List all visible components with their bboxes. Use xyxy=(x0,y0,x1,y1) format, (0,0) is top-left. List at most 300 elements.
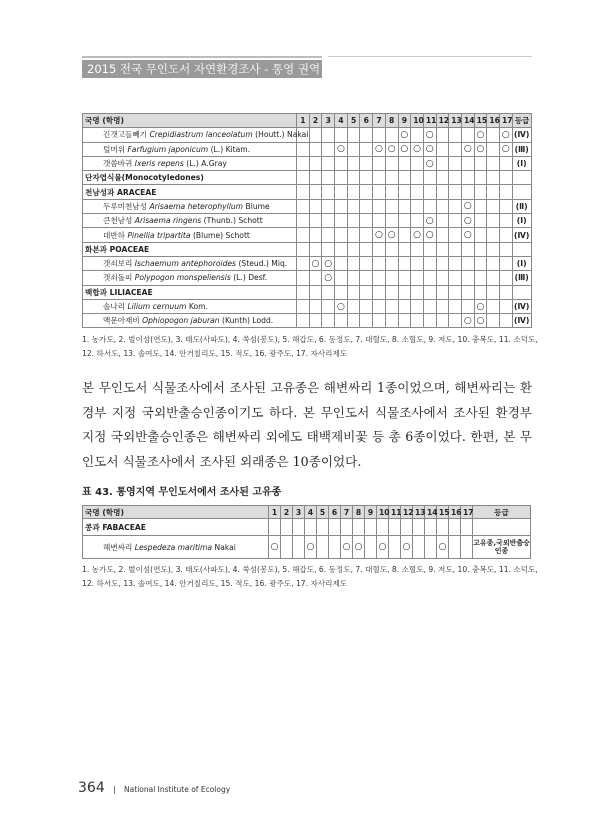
empty-cell xyxy=(500,256,513,270)
author: (Steud.) Miq. xyxy=(238,259,288,269)
empty-cell xyxy=(322,199,335,213)
empty-cell xyxy=(398,242,411,256)
empty-cell xyxy=(373,271,386,285)
empty-cell xyxy=(335,214,348,228)
presence-mark: ○ xyxy=(377,536,389,559)
author: Blume xyxy=(245,201,270,211)
empty-cell xyxy=(449,156,462,170)
empty-cell xyxy=(474,156,487,170)
presence-mark: ○ xyxy=(373,142,386,156)
empty-cell xyxy=(449,199,462,213)
empty-cell xyxy=(335,185,348,199)
empty-cell xyxy=(385,285,398,299)
empty-cell xyxy=(436,299,449,313)
column-header-site: 13 xyxy=(449,114,462,128)
empty-cell xyxy=(436,256,449,270)
empty-cell xyxy=(309,228,322,242)
empty-cell xyxy=(297,171,310,185)
empty-cell xyxy=(322,228,335,242)
empty-cell xyxy=(449,536,461,559)
empty-cell xyxy=(474,271,487,285)
empty-cell xyxy=(423,299,436,313)
empty-cell xyxy=(398,214,411,228)
column-header-site: 16 xyxy=(449,506,461,519)
empty-cell xyxy=(297,142,310,156)
scientific-name: Arisaema heterophyllum xyxy=(149,201,244,211)
scientific-name: Crepidiastrum lanceolatum xyxy=(149,130,253,140)
empty-cell xyxy=(297,314,310,328)
species-name xyxy=(83,142,297,156)
empty-cell xyxy=(373,156,386,170)
empty-cell xyxy=(449,171,462,185)
empty-cell xyxy=(461,299,474,313)
empty-cell xyxy=(423,314,436,328)
page-footer xyxy=(78,780,230,796)
empty-cell xyxy=(281,519,293,536)
empty-cell xyxy=(322,185,335,199)
column-header-site: 7 xyxy=(341,506,353,519)
empty-cell xyxy=(297,185,310,199)
empty-cell xyxy=(305,519,317,536)
empty-cell xyxy=(474,199,487,213)
column-header-grade: 등급 xyxy=(473,506,531,519)
grade-cell: (Ⅳ) xyxy=(512,299,531,313)
empty-cell xyxy=(360,271,373,285)
empty-cell xyxy=(500,271,513,285)
empty-cell xyxy=(500,199,513,213)
empty-cell xyxy=(347,214,360,228)
empty-cell xyxy=(360,228,373,242)
empty-cell xyxy=(461,171,474,185)
empty-cell xyxy=(411,314,424,328)
species-table-1 xyxy=(82,113,532,328)
grade-cell: (Ⅰ) xyxy=(512,214,531,228)
empty-cell xyxy=(322,242,335,256)
empty-cell xyxy=(309,314,322,328)
empty-cell xyxy=(309,242,322,256)
empty-cell xyxy=(461,128,474,142)
presence-mark: ○ xyxy=(474,142,487,156)
empty-cell xyxy=(436,185,449,199)
header-rule xyxy=(82,56,322,58)
presence-mark: ○ xyxy=(461,142,474,156)
empty-cell xyxy=(322,285,335,299)
scientific-name: Ischaemum antephoroides xyxy=(134,259,237,269)
empty-cell xyxy=(309,285,322,299)
species-name xyxy=(83,536,269,559)
empty-cell xyxy=(335,171,348,185)
empty-cell xyxy=(487,128,500,142)
column-header-site: 4 xyxy=(335,114,348,128)
empty-cell xyxy=(449,299,462,313)
korean-name: 큰천남성 xyxy=(103,216,133,226)
empty-cell xyxy=(487,142,500,156)
empty-cell xyxy=(309,199,322,213)
scientific-name: Ophiopogon jaburan xyxy=(142,316,220,326)
empty-cell xyxy=(347,299,360,313)
empty-cell xyxy=(373,128,386,142)
empty-cell xyxy=(474,285,487,299)
empty-cell xyxy=(487,228,500,242)
empty-cell xyxy=(360,185,373,199)
empty-cell xyxy=(425,536,437,559)
column-header-site: 13 xyxy=(413,506,425,519)
empty-cell xyxy=(373,185,386,199)
empty-cell xyxy=(449,256,462,270)
empty-cell xyxy=(461,242,474,256)
empty-cell xyxy=(487,256,500,270)
empty-cell xyxy=(401,519,413,536)
presence-mark: ○ xyxy=(309,256,322,270)
empty-cell xyxy=(487,314,500,328)
species-name xyxy=(83,271,297,285)
presence-mark: ○ xyxy=(461,228,474,242)
empty-cell xyxy=(297,228,310,242)
empty-cell xyxy=(411,242,424,256)
empty-cell xyxy=(411,285,424,299)
author: Nakai xyxy=(214,542,236,552)
presence-mark: ○ xyxy=(437,536,449,559)
empty-cell xyxy=(461,185,474,199)
empty-cell xyxy=(449,242,462,256)
empty-cell xyxy=(474,185,487,199)
empty-cell xyxy=(436,171,449,185)
empty-cell xyxy=(322,299,335,313)
empty-cell xyxy=(474,171,487,185)
presence-mark: ○ xyxy=(474,128,487,142)
empty-cell xyxy=(398,171,411,185)
species-name xyxy=(83,199,297,213)
running-header: 2015 전국 무인도서 자연환경조사 - 통영 권역 xyxy=(82,60,322,78)
column-header-site: 3 xyxy=(293,506,305,519)
empty-cell xyxy=(322,142,335,156)
column-header-site: 14 xyxy=(425,506,437,519)
scientific-name: Pinellia tripartita xyxy=(127,230,191,240)
empty-cell xyxy=(398,271,411,285)
empty-cell xyxy=(436,199,449,213)
column-header-site: 12 xyxy=(436,114,449,128)
empty-cell xyxy=(373,242,386,256)
empty-cell xyxy=(360,314,373,328)
empty-cell xyxy=(500,285,513,299)
empty-cell xyxy=(500,185,513,199)
column-header-site: 5 xyxy=(317,506,329,519)
table-caption: 표 43. 통영지역 무인도서에서 조사된 고유종 xyxy=(82,487,282,498)
empty-cell xyxy=(487,199,500,213)
empty-cell xyxy=(373,199,386,213)
table-row xyxy=(83,228,532,242)
empty-cell xyxy=(500,242,513,256)
empty-cell xyxy=(436,271,449,285)
empty-cell xyxy=(461,519,473,536)
empty-cell xyxy=(411,256,424,270)
table-row xyxy=(83,256,532,270)
empty-cell xyxy=(293,519,305,536)
empty-cell xyxy=(398,156,411,170)
empty-cell xyxy=(423,171,436,185)
column-header-site: 17 xyxy=(461,506,473,519)
empty-cell xyxy=(411,171,424,185)
empty-cell xyxy=(398,256,411,270)
empty-cell xyxy=(411,214,424,228)
header-rule-right xyxy=(328,56,532,57)
author: (Thunb.) Schott xyxy=(203,216,263,226)
empty-cell xyxy=(360,156,373,170)
empty-cell xyxy=(487,214,500,228)
empty-cell xyxy=(335,256,348,270)
column-header-grade: 등급 xyxy=(512,114,531,128)
empty-cell xyxy=(512,171,531,185)
korean-name: 해변싸리 xyxy=(103,542,133,552)
family-label: 콩과 FABACEAE xyxy=(83,519,269,536)
empty-cell xyxy=(500,228,513,242)
korean-name: 갯쇠보리 xyxy=(103,259,133,269)
column-header-site: 4 xyxy=(305,506,317,519)
presence-mark: ○ xyxy=(461,199,474,213)
empty-cell xyxy=(423,285,436,299)
empty-cell xyxy=(353,519,365,536)
empty-cell xyxy=(436,228,449,242)
column-header-site: 9 xyxy=(365,506,377,519)
empty-cell xyxy=(365,536,377,559)
empty-cell xyxy=(512,242,531,256)
presence-mark: ○ xyxy=(411,228,424,242)
author: (Kunth) Lodd. xyxy=(222,316,274,326)
presence-mark: ○ xyxy=(500,128,513,142)
empty-cell xyxy=(347,156,360,170)
species-name xyxy=(83,128,309,142)
presence-mark: ○ xyxy=(398,142,411,156)
empty-cell xyxy=(512,185,531,199)
column-header-site: 8 xyxy=(385,114,398,128)
korean-name: 갯쇠돌피 xyxy=(103,273,133,283)
table-row xyxy=(83,142,532,156)
empty-cell xyxy=(335,271,348,285)
presence-mark: ○ xyxy=(474,299,487,313)
empty-cell xyxy=(347,285,360,299)
empty-cell xyxy=(297,285,310,299)
column-header-site: 8 xyxy=(353,506,365,519)
korean-name: 맥문아재비 xyxy=(103,316,140,326)
table-row xyxy=(83,199,532,213)
korean-name: 긴갯고들빼기 xyxy=(103,130,148,140)
presence-mark: ○ xyxy=(411,142,424,156)
author: (L.) Desf. xyxy=(233,273,268,283)
empty-cell xyxy=(297,256,310,270)
empty-cell xyxy=(385,242,398,256)
empty-cell xyxy=(398,285,411,299)
empty-cell xyxy=(385,199,398,213)
empty-cell xyxy=(500,299,513,313)
empty-cell xyxy=(385,128,398,142)
author: (L.) Kitam. xyxy=(210,144,251,154)
empty-cell xyxy=(437,519,449,536)
grade-cell: (Ⅱ) xyxy=(512,199,531,213)
family-row xyxy=(83,242,532,256)
empty-cell xyxy=(373,285,386,299)
grade-cell: (Ⅲ) xyxy=(512,271,531,285)
empty-cell xyxy=(461,536,473,559)
column-header-site: 16 xyxy=(487,114,500,128)
empty-cell xyxy=(347,256,360,270)
presence-mark: ○ xyxy=(335,142,348,156)
empty-cell xyxy=(385,156,398,170)
empty-cell xyxy=(385,185,398,199)
grade-cell: (Ⅳ) xyxy=(512,314,531,328)
empty-cell xyxy=(322,156,335,170)
empty-cell xyxy=(423,199,436,213)
presence-mark: ○ xyxy=(385,142,398,156)
presence-mark: ○ xyxy=(500,142,513,156)
empty-cell xyxy=(297,299,310,313)
empty-cell xyxy=(423,256,436,270)
presence-mark: ○ xyxy=(398,128,411,142)
empty-cell xyxy=(411,271,424,285)
empty-cell xyxy=(461,156,474,170)
empty-cell xyxy=(335,128,348,142)
family-label: 단자엽식물(Monocotyledones) xyxy=(83,171,297,185)
empty-cell xyxy=(347,185,360,199)
column-header-site: 11 xyxy=(389,506,401,519)
presence-mark: ○ xyxy=(373,228,386,242)
empty-cell xyxy=(473,519,531,536)
family-row xyxy=(83,285,532,299)
author: (L.) A.Gray xyxy=(186,159,227,169)
presence-mark: ○ xyxy=(423,156,436,170)
empty-cell xyxy=(347,171,360,185)
column-header-site: 10 xyxy=(411,114,424,128)
footnote-line: 1. 농가도, 2. 벌이섬(연도), 3. 태도(사파도), 4. 쑥섬(봉도), 5. 해갑도, 6. 동정도, 7. 대혈도, 8. 소혈도, 9. 저도, 10. 충복도, 11. 소덕도, xyxy=(82,565,538,574)
table-row xyxy=(83,128,532,142)
empty-cell xyxy=(385,299,398,313)
empty-cell xyxy=(389,519,401,536)
empty-cell xyxy=(309,142,322,156)
empty-cell xyxy=(436,242,449,256)
empty-cell xyxy=(360,171,373,185)
empty-cell xyxy=(474,256,487,270)
empty-cell xyxy=(411,156,424,170)
column-header-site: 7 xyxy=(373,114,386,128)
empty-cell xyxy=(411,299,424,313)
empty-cell xyxy=(341,519,353,536)
presence-mark: ○ xyxy=(335,299,348,313)
empty-cell xyxy=(500,214,513,228)
empty-cell xyxy=(389,536,401,559)
table-row xyxy=(83,536,531,559)
korean-name: 솔나리 xyxy=(103,302,126,311)
empty-cell xyxy=(347,314,360,328)
column-header-site: 9 xyxy=(398,114,411,128)
empty-cell xyxy=(360,242,373,256)
empty-cell xyxy=(385,214,398,228)
korean-name: 갯씀바귀 xyxy=(103,159,133,169)
empty-cell xyxy=(423,242,436,256)
empty-cell xyxy=(335,199,348,213)
presence-mark: ○ xyxy=(423,214,436,228)
empty-cell xyxy=(487,271,500,285)
empty-cell xyxy=(385,271,398,285)
empty-cell xyxy=(413,536,425,559)
empty-cell xyxy=(373,171,386,185)
empty-cell xyxy=(335,242,348,256)
empty-cell xyxy=(281,536,293,559)
grade-cell: (Ⅳ) xyxy=(512,228,531,242)
empty-cell xyxy=(293,536,305,559)
presence-mark: ○ xyxy=(401,536,413,559)
empty-cell xyxy=(347,128,360,142)
empty-cell xyxy=(449,519,461,536)
empty-cell xyxy=(436,156,449,170)
presence-mark: ○ xyxy=(461,214,474,228)
table-row xyxy=(83,314,532,328)
empty-cell xyxy=(322,128,335,142)
presence-mark: ○ xyxy=(474,314,487,328)
empty-cell xyxy=(335,285,348,299)
empty-cell xyxy=(449,314,462,328)
species-name xyxy=(83,299,297,313)
empty-cell xyxy=(398,185,411,199)
endemic-species-table xyxy=(82,505,531,559)
footer-separator: | xyxy=(113,785,116,794)
column-header-site: 3 xyxy=(322,114,335,128)
empty-cell xyxy=(449,228,462,242)
author: (Blume) Schott xyxy=(192,230,250,240)
empty-cell xyxy=(347,271,360,285)
empty-cell xyxy=(449,214,462,228)
empty-cell xyxy=(329,519,341,536)
column-header-site: 11 xyxy=(423,114,436,128)
empty-cell xyxy=(360,256,373,270)
empty-cell xyxy=(487,171,500,185)
scientific-name: Farfugium japonicum xyxy=(127,144,209,154)
presence-mark: ○ xyxy=(269,536,281,559)
empty-cell xyxy=(360,199,373,213)
presence-mark: ○ xyxy=(322,256,335,270)
empty-cell xyxy=(436,214,449,228)
body-paragraph: 본 무인도서 식물조사에서 조사된 고유종은 해변싸리 1종이었으며, 해변싸리는 환경부 지정 국외반출승인종이기도 하다. 본 무인도서 식물조사에서 조사된 환경부 지정 국외반출승인종은 해변싸리 외에도 태백제비꽃 등 총 6종이었다. 한편, 본 무인도서 식물조사에서 조사된 외래종은 10종이었다. xyxy=(82,380,532,469)
empty-cell xyxy=(365,519,377,536)
empty-cell xyxy=(385,314,398,328)
column-header-site: 15 xyxy=(437,506,449,519)
column-header-site: 5 xyxy=(347,114,360,128)
grade-cell: (Ⅲ) xyxy=(512,142,531,156)
scientific-name: Lespedeza maritima xyxy=(134,542,213,552)
empty-cell xyxy=(269,519,281,536)
column-header-name: 국명 (학명) xyxy=(83,114,297,128)
family-row xyxy=(83,171,532,185)
empty-cell xyxy=(373,299,386,313)
column-header-name: 국명 (학명) xyxy=(83,506,269,519)
empty-cell xyxy=(461,285,474,299)
korean-name: 대반하 xyxy=(103,230,126,240)
empty-cell xyxy=(436,285,449,299)
column-header-site: 2 xyxy=(309,114,322,128)
empty-cell xyxy=(360,285,373,299)
empty-cell xyxy=(360,128,373,142)
family-row xyxy=(83,185,532,199)
empty-cell xyxy=(411,199,424,213)
empty-cell xyxy=(487,285,500,299)
family-row xyxy=(83,519,531,536)
empty-cell xyxy=(398,228,411,242)
column-header-site: 15 xyxy=(474,114,487,128)
empty-cell xyxy=(373,256,386,270)
empty-cell xyxy=(335,156,348,170)
presence-mark: ○ xyxy=(423,128,436,142)
empty-cell xyxy=(436,128,449,142)
species-name xyxy=(83,156,297,170)
scientific-name: Arisaema ringens xyxy=(134,216,202,226)
